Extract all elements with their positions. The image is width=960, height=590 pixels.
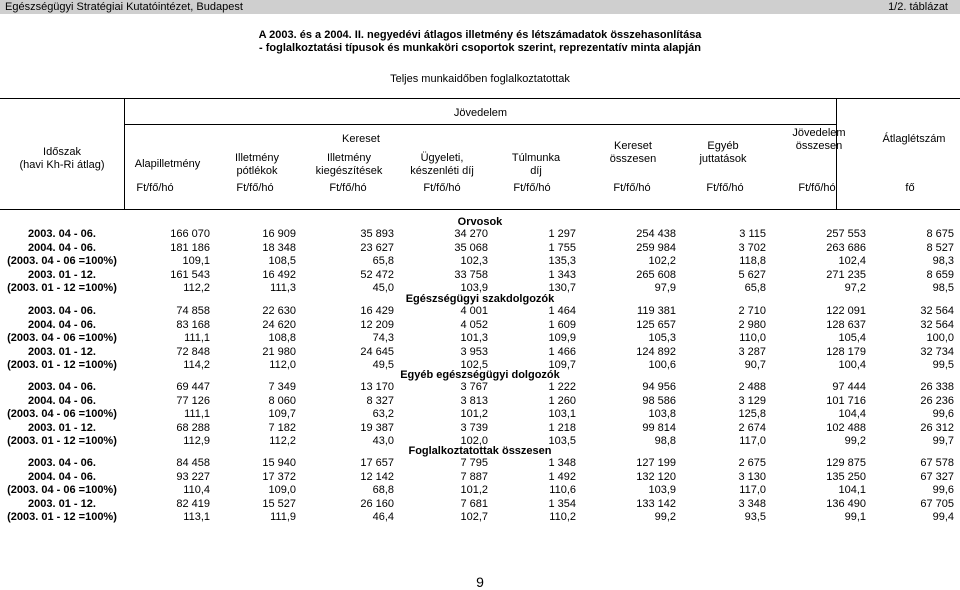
table-cell: 112,0 — [269, 359, 296, 372]
table-cell: 110,6 — [549, 484, 576, 497]
table-cell: 65,8 — [744, 282, 766, 295]
table-cell: 24 645 — [360, 345, 394, 358]
table-cell: 24 620 — [262, 318, 296, 331]
jovedelem-header: Jövedelem — [453, 107, 508, 119]
table-cell: 2 488 — [738, 381, 766, 393]
table-cell: 99,2 — [844, 435, 866, 448]
tulmunka-header: Túlmunka díj — [511, 152, 561, 177]
table-cell: 103,1 — [548, 408, 576, 421]
table-cell: 68 288 — [176, 421, 210, 434]
table-cell: 109,7 — [548, 359, 576, 372]
row-label: 2003. 04 - 06. — [28, 381, 96, 393]
table-cell: 26 160 — [360, 497, 394, 510]
row-label: (2003. 01 - 12 =100%) — [7, 282, 117, 295]
table-cell: 166 070 — [170, 228, 210, 240]
table-cell: 124 892 — [636, 345, 676, 358]
table-cell: 45,0 — [372, 282, 394, 295]
row-label: 2003. 01 - 12. — [28, 497, 96, 510]
table-cell: 111,9 — [270, 511, 296, 524]
table-cell: 103,8 — [648, 408, 676, 421]
table-cell: 52 472 — [360, 268, 394, 281]
table-cell: 22 630 — [262, 305, 296, 317]
unit-label: Ft/fő/hó — [613, 182, 651, 194]
table-cell: 19 387 — [360, 421, 394, 434]
table-cell: 104,1 — [838, 484, 866, 497]
table-cell: 100,4 — [838, 359, 866, 372]
row-label: (2003. 04 - 06 =100%) — [7, 332, 117, 345]
table-cell: 3 953 — [460, 345, 488, 358]
table-cell: 108,5 — [268, 255, 296, 268]
table-cell: 109,7 — [268, 408, 296, 421]
table-cell: 1 609 — [548, 318, 576, 331]
jovedelem-rule — [125, 124, 836, 125]
table-cell: 271 235 — [826, 268, 866, 281]
table-cell: 101 716 — [826, 394, 866, 407]
table-cell: 1 755 — [548, 241, 576, 254]
section-heading: Foglalkoztatottak összesen — [408, 445, 552, 457]
table-cell: 32 564 — [920, 305, 954, 317]
table-cell: 133 142 — [636, 497, 676, 510]
table-cell: 109,0 — [268, 484, 296, 497]
table-cell: 259 984 — [636, 241, 676, 254]
table-cell: 112,2 — [269, 435, 296, 448]
unit-label: Ft/fő/hó — [329, 182, 367, 194]
section-heading: Egészségügyi szakdolgozók — [405, 293, 555, 305]
table-cell: 7 795 — [460, 457, 488, 469]
table-cell: 2 674 — [738, 421, 766, 434]
section-heading: Egyéb egészségügyi dolgozók — [400, 369, 560, 381]
table-cell: 105,3 — [648, 332, 676, 345]
table-cell: 15 940 — [262, 457, 296, 469]
table-cell: 103,5 — [548, 435, 576, 448]
table-cell: 3 115 — [739, 228, 766, 240]
table-cell: 67 578 — [920, 457, 954, 469]
table-cell: 125,8 — [738, 408, 766, 421]
table-cell: 110,4 — [183, 484, 210, 497]
table-cell: 12 209 — [360, 318, 394, 331]
table-cell: 119 381 — [637, 305, 676, 317]
row-label: 2003. 01 - 12. — [28, 268, 96, 281]
table-cell: 99,4 — [932, 511, 954, 524]
table-cell: 117,0 — [739, 484, 766, 497]
table-cell: 98,3 — [932, 255, 954, 268]
table-cell: 90,7 — [744, 359, 766, 372]
table-cell: 99,1 — [844, 511, 866, 524]
table-cell: 103,9 — [460, 282, 488, 295]
row-label: (2003. 04 - 06 =100%) — [7, 484, 117, 497]
institute-name: Egészségügyi Stratégiai Kutatóintézet, Budapest — [5, 1, 243, 13]
table-cell: 83 168 — [176, 318, 210, 331]
potlekok-header: Illetmény pótlékok — [234, 152, 280, 177]
table-cell: 257 553 — [826, 228, 866, 240]
table-cell: 43,0 — [372, 435, 394, 448]
table-cell: 94 956 — [642, 381, 676, 393]
row-label: 2004. 04 - 06. — [28, 394, 96, 407]
table-cell: 99,6 — [932, 484, 954, 497]
table-title-line-2: - foglalkoztatási típusok és munkaköri csoportok szerint, reprezentatív minta alapján — [259, 42, 701, 54]
alapilletmeny-header: Alapilletmény — [134, 158, 201, 170]
table-cell: 3 130 — [738, 470, 766, 483]
kereset-osszesen-header: Kereset összesen — [609, 140, 657, 165]
row-label: 2003. 04 - 06. — [28, 457, 96, 469]
table-cell: 265 608 — [636, 268, 676, 281]
table-subtitle: Teljes munkaidőben foglalkoztatottak — [390, 73, 570, 85]
table-cell: 3 129 — [738, 394, 766, 407]
table-cell: 111,3 — [270, 282, 296, 295]
table-cell: 69 447 — [176, 381, 210, 393]
table-cell: 2 675 — [738, 457, 766, 469]
table-cell: 3 348 — [738, 497, 766, 510]
table-cell: 129 875 — [826, 457, 866, 469]
row-label: (2003. 04 - 06 =100%) — [7, 408, 117, 421]
row-label: 2003. 04 - 06. — [28, 228, 96, 240]
table-cell: 99,6 — [932, 408, 954, 421]
row-label: 2004. 04 - 06. — [28, 241, 96, 254]
table-cell: 46,4 — [372, 511, 394, 524]
table-cell: 74 858 — [176, 305, 210, 317]
unit-label: Ft/fő/hó — [423, 182, 461, 194]
table-cell: 16 909 — [262, 228, 296, 240]
table-cell: 1 466 — [548, 345, 576, 358]
atlaglétszam-header: Átlaglétszám — [882, 133, 946, 145]
table-cell: 98,5 — [932, 282, 954, 295]
table-cell: 1 354 — [548, 497, 576, 510]
table-cell: 93 227 — [176, 470, 210, 483]
table-cell: 105,4 — [838, 332, 866, 345]
table-cell: 118,8 — [739, 255, 766, 268]
table-cell: 102,7 — [460, 511, 488, 524]
row-label: 2004. 04 - 06. — [28, 470, 96, 483]
table-cell: 8 659 — [926, 268, 954, 281]
table-cell: 113,1 — [183, 511, 210, 524]
table-cell: 104,4 — [838, 408, 866, 421]
table-cell: 15 527 — [262, 497, 296, 510]
table-cell: 3 767 — [460, 381, 488, 393]
table-cell: 102,0 — [460, 435, 488, 448]
row-label: (2003. 04 - 06 =100%) — [7, 255, 117, 268]
table-cell: 5 627 — [738, 268, 766, 281]
table-cell: 1 260 — [548, 394, 576, 407]
table-cell: 130,7 — [548, 282, 576, 295]
table-cell: 112,9 — [183, 435, 210, 448]
table-cell: 98 586 — [642, 394, 676, 407]
table-cell: 1 464 — [548, 305, 576, 317]
table-cell: 8 675 — [926, 228, 954, 240]
table-cell: 1 348 — [548, 457, 576, 469]
table-cell: 97,2 — [844, 282, 866, 295]
table-cell: 67 705 — [920, 497, 954, 510]
table-cell: 82 419 — [176, 497, 210, 510]
table-cell: 26 312 — [920, 421, 954, 434]
kiegeszitesek-header: Illetmény kiegészítések — [315, 152, 383, 177]
table-cell: 98,8 — [654, 435, 676, 448]
table-cell: 72 848 — [176, 345, 210, 358]
table-cell: 254 438 — [636, 228, 676, 240]
table-cell: 1 218 — [548, 421, 576, 434]
table-cell: 7 182 — [268, 421, 296, 434]
row-label: 2004. 04 - 06. — [28, 318, 96, 331]
table-cell: 3 813 — [460, 394, 488, 407]
egyeb-juttatasok-header: Egyéb juttatások — [699, 140, 747, 165]
table-cell: 63,2 — [372, 408, 394, 421]
table-row — [0, 511, 960, 526]
table-cell: 32 564 — [920, 318, 954, 331]
table-cell: 181 186 — [170, 241, 210, 254]
table-cell: 128 637 — [826, 318, 866, 331]
table-cell: 8 060 — [268, 394, 296, 407]
table-cell: 1 492 — [548, 470, 576, 483]
period-header: Időszak (havi Kh-Ri átlag) — [19, 146, 105, 171]
table-cell: 136 490 — [826, 497, 866, 510]
table-cell: 99,2 — [654, 511, 676, 524]
row-label: 2003. 04 - 06. — [28, 305, 96, 317]
unit-label: Ft/fő/hó — [513, 182, 551, 194]
row-label: (2003. 01 - 12 =100%) — [7, 435, 117, 448]
table-cell: 3 287 — [738, 345, 766, 358]
table-cell: 3 702 — [738, 241, 766, 254]
table-cell: 7 349 — [268, 381, 296, 393]
table-cell: 26 338 — [920, 381, 954, 393]
table-cell: 68,8 — [372, 484, 394, 497]
table-cell: 109,9 — [548, 332, 576, 345]
table-cell: 49,5 — [372, 359, 394, 372]
unit-label: Ft/fő/hó — [706, 182, 744, 194]
page-header-bar — [0, 0, 960, 14]
table-number: 1/2. táblázat — [888, 1, 948, 13]
row-label: 2003. 01 - 12. — [28, 345, 96, 358]
table-cell: 110,0 — [739, 332, 766, 345]
table-cell: 102,2 — [648, 255, 676, 268]
row-label: 2003. 01 - 12. — [28, 421, 96, 434]
table-cell: 16 429 — [360, 305, 394, 317]
table-cell: 17 657 — [360, 457, 394, 469]
table-cell: 65,8 — [372, 255, 394, 268]
table-cell: 102,4 — [838, 255, 866, 268]
table-cell: 97,9 — [654, 282, 676, 295]
table-cell: 135 250 — [826, 470, 866, 483]
table-cell: 17 372 — [262, 470, 296, 483]
table-cell: 1 343 — [548, 268, 576, 281]
table-cell: 99 814 — [642, 421, 676, 434]
table-cell: 125 657 — [636, 318, 676, 331]
table-cell: 135,3 — [548, 255, 576, 268]
table-cell: 7 681 — [460, 497, 488, 510]
table-cell: 32 734 — [920, 345, 954, 358]
table-cell: 77 126 — [176, 394, 210, 407]
table-cell: 101,2 — [460, 484, 488, 497]
table-cell: 2 710 — [738, 305, 766, 317]
jovedelem-osszesen-header: Jövedelem összesen — [792, 127, 846, 152]
table-cell: 109,1 — [182, 255, 210, 268]
table-title-line-1: A 2003. és a 2004. II. negyedévi átlagos illetmény és létszámadatok összehasonlítása — [258, 29, 702, 41]
table-cell: 2 980 — [738, 318, 766, 331]
table-cell: 93,5 — [744, 511, 766, 524]
table-cell: 18 348 — [262, 241, 296, 254]
table-cell: 114,2 — [183, 359, 210, 372]
table-cell: 26 236 — [920, 394, 954, 407]
table-cell: 12 142 — [360, 470, 394, 483]
table-cell: 111,1 — [184, 332, 210, 345]
unit-label: Ft/fő/hó — [236, 182, 274, 194]
table-cell: 3 739 — [460, 421, 488, 434]
ugyeleti-header: Ügyeleti, készenléti díj — [410, 152, 474, 177]
table-cell: 122 091 — [826, 305, 866, 317]
row-label: (2003. 01 - 12 =100%) — [7, 511, 117, 524]
table-cell: 21 980 — [262, 345, 296, 358]
table-cell: 8 327 — [366, 394, 394, 407]
table-cell: 4 052 — [460, 318, 488, 331]
table-cell: 13 170 — [360, 381, 394, 393]
row-label: (2003. 01 - 12 =100%) — [7, 359, 117, 372]
table-cell: 117,0 — [739, 435, 766, 448]
table-cell: 67 327 — [920, 470, 954, 483]
table-cell: 102,3 — [460, 255, 488, 268]
table-cell: 99,5 — [932, 359, 954, 372]
table-cell: 101,2 — [460, 408, 488, 421]
table-cell: 132 120 — [636, 470, 676, 483]
unit-label: Ft/fő/hó — [798, 182, 836, 194]
table-cell: 16 492 — [262, 268, 296, 281]
kereset-group-header: Kereset — [342, 133, 380, 145]
section-heading: Orvosok — [457, 216, 503, 228]
table-cell: 108,8 — [268, 332, 296, 345]
table-cell: 161 543 — [170, 268, 210, 281]
table-cell: 1 297 — [548, 228, 576, 240]
table-cell: 128 179 — [826, 345, 866, 358]
table-cell: 1 222 — [548, 381, 576, 393]
page-number: 9 — [476, 574, 484, 590]
table-cell: 103,9 — [648, 484, 676, 497]
table-cell: 35 068 — [454, 241, 488, 254]
table-cell: 84 458 — [176, 457, 210, 469]
table-cell: 34 270 — [454, 228, 488, 240]
table-cell: 35 893 — [360, 228, 394, 240]
table-cell: 102 488 — [826, 421, 866, 434]
table-cell: 111,1 — [184, 408, 210, 421]
table-cell: 97 444 — [832, 381, 866, 393]
table-cell: 8 527 — [926, 241, 954, 254]
table-cell: 102,5 — [460, 359, 488, 372]
table-cell: 100,6 — [648, 359, 676, 372]
table-cell: 4 001 — [460, 305, 488, 317]
table-cell: 33 758 — [454, 268, 488, 281]
table-cell: 7 887 — [460, 470, 488, 483]
table-cell: 127 199 — [636, 457, 676, 469]
table-cell: 101,3 — [460, 332, 488, 345]
unit-label: fő — [905, 182, 915, 194]
table-cell: 112,2 — [183, 282, 210, 295]
table-cell: 110,2 — [549, 511, 576, 524]
table-cell: 99,7 — [932, 435, 954, 448]
table-cell: 23 627 — [360, 241, 394, 254]
table-cell: 74,3 — [372, 332, 394, 345]
table-cell: 100,0 — [926, 332, 954, 345]
table-cell: 263 686 — [826, 241, 866, 254]
unit-label: Ft/fő/hó — [136, 182, 174, 194]
